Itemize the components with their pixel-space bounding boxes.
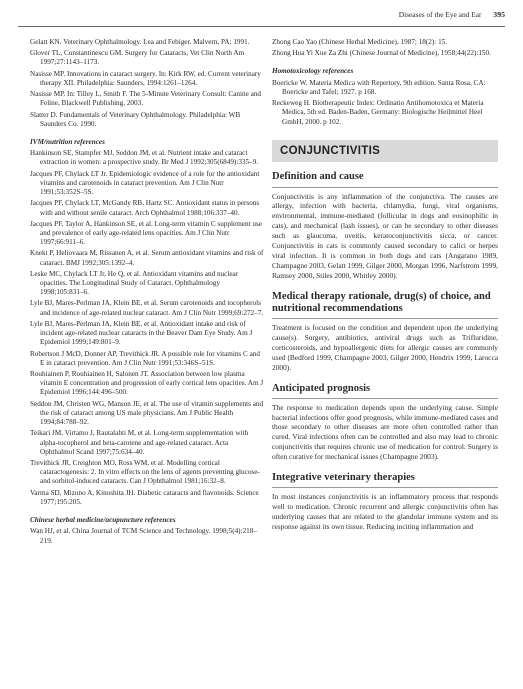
reference-item: Nasisse MP. Innovations in cataract surgery. In: Kirk RW, ed. Current veterinary therapy XII. Philadelphia: Saunders, 1994:1261–1264. [30, 69, 261, 87]
paragraph-prognosis: The response to medication depends upon the underlying cause. Simple bacterial infections offer good prognosis, while immune-mediated cases and those secondary to other diseases are more often controlled rather than cured. Viral infections often can be controlled and also may lead to chronic conjunctivitis that requires chronic use of medication for control. Surgery is often curative for mechanical issues (Champagne 2003). [272, 402, 498, 462]
heading-medical-therapy: Medical therapy rationale, drug(s) of choice, and nutritional recommendations [272, 291, 498, 319]
reference-list-chinese-herbal [30, 527, 264, 545]
reference-item: Nasisse MP. In: Tilley L, Smith F. The 5-Minute Veterinary Consult: Canine and Feline, Blackwell Publishing, 2003. [30, 90, 261, 108]
reference-item: Knekt P, Heliovaara M, Rissanen A, et al. Serum antioxidant vitamins and risk of cataract. BMJ 1992;305:1392–4. [30, 249, 264, 267]
reference-item: Seddon JM, Christen WG, Manson JE, et al. The use of vitamin supplements and the risk of cataract among US male physicians. Am J Public Health 1994;84:788–92. [30, 399, 264, 427]
reference-list-homotoxicology [272, 79, 498, 127]
reference-item: Lyle BJ, Mares-Perlman JA, Klein BE, et al. Serum carotenoids and tocopherols and incidence of age-related nuclear cataract. Am J Clin Nutr 1999;69:272–7. [30, 299, 264, 317]
running-title: Diseases of the Eye and Ear [398, 10, 482, 19]
page-number: 395 [493, 10, 505, 19]
heading-anticipated-prognosis: Anticipated prognosis [272, 383, 498, 399]
paragraph-definition: Conjunctivitis is any inflammation of the conjunctiva. The causes are allergy, infection with bacteria, chlamydia, fungi, viral organisms, environmental, immune-mediated (follicular in dogs and eosinophilic in cats), and mechanical (lash issues), or can be secondary to other diseases such as glaucoma, uveitis, keratoconjunctivitis sicca, or cancer. Conjunctivitis in cats is commonly caused secondary to calici or herpes viral infection. It is common in both dogs and cats (Angarano 1989, Champagne 2003, Gelatt 1999, Gilger 2000, Morgan 1996, Narfstrom 1999, Ramsey 2000, Stiles 2000, Whitley 2000). [272, 191, 498, 280]
reference-item: Reckeweg H. Biotherapeutic Index: Ordinatio Antihomotoxica et Materia Medica, 5th ed. Baden-Baden, Germany: Biologische Heilmittel Heel GmbH, 2000. p 102. [272, 99, 484, 126]
reference-item: Gelatt KN. Veterinary Ophthalmology. Lea and Febiger. Malvern, PA; 1991. [30, 38, 250, 46]
reference-item: Robertson J McD, Donner AP, Trevithick JR. A possible role for vitamins C and E in cataract prevention. Am J Clin Nutr 1991;53:346S–51S. [30, 349, 260, 367]
reference-item: Lyle BJ, Mares-Perlman JA, Klein BE, et al. Antioxidant intake and risk of incident age-related nuclear cataracts in the Beaver Dam Eye Study. Am J Epidemiol 1999;149:801–9. [30, 319, 253, 347]
right-column [272, 38, 498, 542]
reference-item: Slatter D. Fundamentals of Veterinary Ophthalmology. Philadelphia: WB Saunders Co. 1990. [30, 110, 241, 128]
paragraph-medical-therapy: Treatment is focused on the condition and dependent upon the underlying cause(s). Surgery, antibiotics, antiviral drugs such as Trifluridine, corticosteroids, and hypoallergenic diets for allergic causes are commonly used (Bedford 1999, Champagne 2003, Gilger 2000, Hendrix 1999, Larocca 2000). [272, 322, 498, 372]
running-header [18, 10, 505, 27]
reference-item: Jacques PF, Taylor A, Hankinson SE, et al. Long-term vitamin C supplement use and prevalence of early age-related lens opacities. Am J Clin Nutr 1997;66:911–6. [30, 219, 262, 247]
reference-item: Jacques PF, Chylack LT, McGandy RB, Hartz SC. Antioxidant status in persons with and without senile cataract. Arch Ophthalmol 1988;106:337–40. [30, 199, 260, 217]
left-column [30, 38, 264, 548]
reference-item: Zhong Cao Yao (Chinese Herbal Medicine), 1987; 18(2): 15. [272, 38, 448, 46]
chapter-banner-conjunctivitis: CONJUNCTIVITIS [272, 140, 498, 163]
reference-item: Jacques PF, Chylack LT Jr. Epidemiologic evidence of a role for the antioxidant vitamins and carotenoids in cataract prevention. Am J Clin Nutr 1991;53:352S–5S. [30, 169, 260, 197]
reference-item: Hankinson SE, Stampfer MJ, Seddon JM, et al. Nutrient intake and cataract extraction in women: a prospective study. Br Med J 1992;305(6849):335–9. [30, 149, 259, 167]
reference-item: Teikari JM, Virtamo J, Rautalahti M, et al. Long-term supplementation with alpha-tocopherol and beta-carotene and age-related cataract. Acta Ophthalmol Scand 1997;75:634–40. [30, 429, 249, 456]
section-heading-ivm-nutrition: IVM/nutrition references [30, 137, 105, 146]
reference-item: Rouhiainen P, Rouhiainen H, Salonen JT. Association between low plasma vitamin E concentration and progression of early cortical lens opacities. Am J Epidemiol 1996;144:496–500. [30, 370, 264, 397]
reference-item: Trevithick JR, Creighton MO, Ross WM, et al. Modelling cortical cataractogenesis: 2. In vitro effects on the lens of agents preventing glucose- and sorbitol-induced cataracts. Can J Ophthalmol 1981;16:32–8. [30, 458, 260, 486]
reference-list-ivm-nutrition [30, 149, 264, 507]
section-heading-homotoxicology: Homotoxicology references [272, 67, 354, 76]
heading-integrative-therapies: Integrative veterinary therapies [272, 472, 498, 488]
reference-item: Leske MC, Chylack LT Jr, He Q, et al. Antioxidant vitamins and nuclear opacities. The Longitudinal Study of Cataract. Ophthalmology 1998;105:831–6. [30, 269, 239, 297]
paragraph-integrative: In most instances conjunctivitis is an inflammatory process that responds well to medication. Chronic recurrent and allergic conjunctivitis often has underlying causes that are related to the glandular immune system and its response against its own tissue. Reducing inciting inflammation and [272, 492, 498, 531]
heading-definition-and-cause: Definition and cause [272, 171, 498, 187]
reference-item: Wan HJ, et al. China Journal of TCM Science and Technology. 1998;5(4):218–219. [30, 527, 257, 545]
reference-item: Varma SD, Mizuno A, Kinoshita JH. Diabetic cataracts and flavonoids. Science 1977;195:205. [30, 488, 259, 506]
reference-item: Boericke W. Materia Medica with Repertory, 9th edition. Santa Rosa, CA: Boericke and Tafel; 1927. p 168. [272, 78, 486, 96]
reference-item: Glover TL, Constantinescu GM. Surgery for Cataracts, Vet Clin North Am 1997;27:1143–1173. [30, 49, 245, 67]
reference-list-chinese-herbal-continued [272, 38, 498, 58]
section-heading-chinese-herbal: Chinese herbal medicine/acupuncture references [30, 516, 176, 525]
reference-list-continued [30, 38, 264, 129]
reference-item: Zhong Hua Yi Xue Za Zhi (Chinese Journal of Medicine), 1958;44(22):150. [272, 49, 491, 58]
